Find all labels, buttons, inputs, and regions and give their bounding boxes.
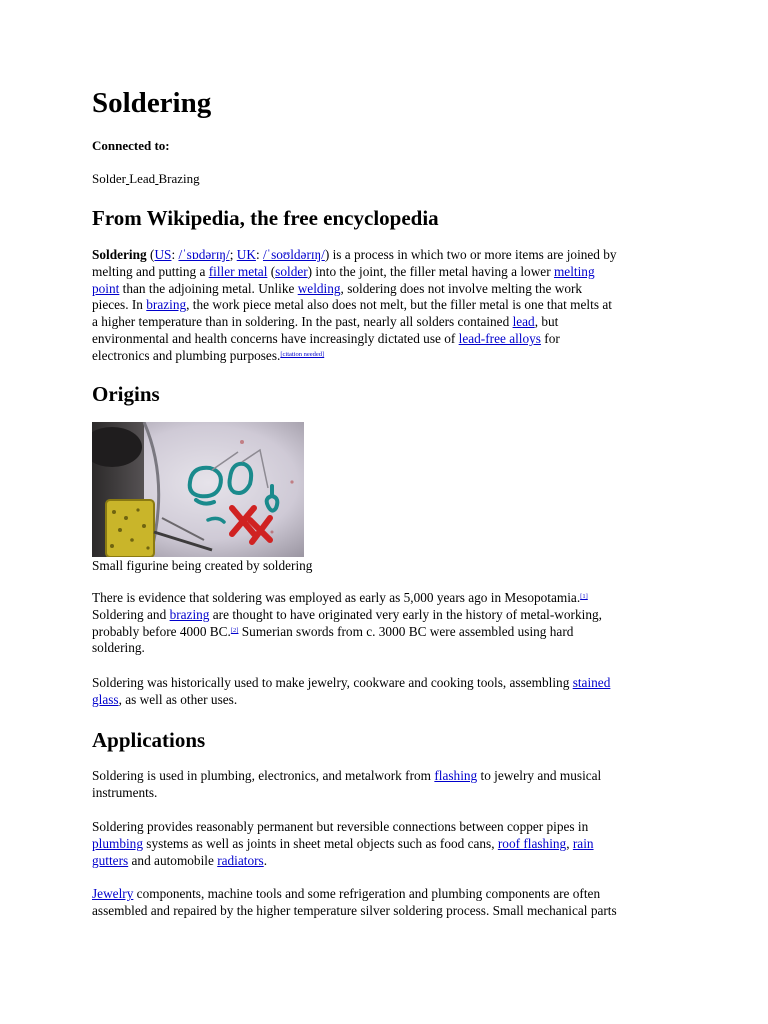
origins-paragraph-1: [92, 590, 712, 657]
applications-text: ,: [566, 835, 573, 851]
lead-link[interactable]: lead: [512, 314, 535, 330]
ref-1-link[interactable]: [1]: [580, 593, 588, 600]
flashing-link[interactable]: flashing: [434, 768, 478, 783]
applications-text: Soldering is used in plumbing, electronics, and metalwork from: [92, 768, 435, 783]
roof-flashing-link[interactable]: roof flashing: [497, 835, 567, 851]
origins-text: There is evidence that soldering was employed as early as 5,000 years ago in Mesopotamia.: [92, 590, 581, 605]
melting-point-link-cont[interactable]: point: [92, 280, 120, 296]
welding-link[interactable]: welding: [297, 280, 341, 296]
ref-2-link[interactable]: [2]: [230, 626, 239, 634]
applications-paragraph-2: [92, 819, 712, 869]
applications-text: assembled and repaired by the higher temperature silver soldering process. Small mechanical parts: [92, 902, 617, 918]
applications-text: to jewelry and musical: [477, 768, 602, 783]
lead-free-alloys-link[interactable]: lead-free alloys: [458, 330, 541, 346]
connected-heading: Connected to:: [92, 138, 170, 153]
intro-text: a higher temperature than in soldering. In the past, nearly all solders contained: [92, 314, 513, 330]
applications-heading: Applications: [92, 728, 206, 752]
connected-item-lead[interactable]: Lead: [129, 171, 156, 186]
intro-paragraph: Soldering (US: /ˈsɒdərɪŋ/; UK: /ˈsoʊldərɪŋ/) is a process in which two or more items are joined by melting and putting a filler metal (solder) into the joint, the filler metal having a lower melting point than the adjoining metal. Unlike welding, soldering does not involve melting the work pieces. In brazing, the work piece metal also does not melt, but the filler metal is one that melts at a higher temperature than in soldering. In the past, nearly all solders contained lead, but environmental and health concerns have increasingly dictated use of lead-free alloys for electronics and plumbing purposes.[citation needed]: [92, 247, 617, 363]
origins-paragraph-2: [92, 675, 712, 709]
origins-text: soldering.: [92, 640, 145, 656]
intro-text: , soldering does not involve melting the work: [340, 280, 583, 296]
brazing-link[interactable]: brazing: [146, 297, 187, 313]
origins-text: are thought to have originated very early in the history of metal-working,: [209, 606, 602, 622]
applications-text: and automobile: [128, 852, 218, 868]
connected-item-brazing[interactable]: Brazing: [158, 171, 200, 186]
intro-text: , but: [534, 314, 559, 330]
stained-glass-link[interactable]: stained: [572, 675, 611, 690]
intro-text: electronics and plumbing purposes.: [92, 347, 281, 363]
uk-ipa-link[interactable]: /ˈsoʊldərɪŋ/: [262, 247, 325, 262]
jewelry-link[interactable]: Jewelry: [92, 886, 134, 901]
intro-text: , the work piece metal also does not melt, but the filler metal is one that melts at: [186, 297, 612, 313]
rain-gutters-link[interactable]: rain: [572, 835, 594, 851]
intro-text: for: [540, 330, 560, 346]
connected-links: [92, 170, 200, 187]
figurine-image: [92, 422, 304, 557]
origins-text: Soldering was historically used to make jewelry, cookware and cooking tools, assembling: [92, 675, 573, 690]
intro-text: ) into the joint, the filler metal having a lower: [307, 263, 554, 279]
intro-text: environmental and health concerns have increasingly dictated use of: [92, 330, 459, 346]
connected-item-solder[interactable]: Solder: [92, 171, 126, 186]
origins-text: probably before 4000 BC.: [92, 623, 231, 639]
brazing-link-2[interactable]: brazing: [169, 606, 210, 622]
uk-link[interactable]: UK: [236, 247, 256, 262]
applications-text: instruments.: [92, 784, 158, 800]
page-title: Soldering: [92, 87, 212, 119]
stained-glass-link-cont[interactable]: glass: [92, 691, 119, 707]
applications-text: Soldering provides reasonably permanent but reversible connections between copper pipes in: [92, 819, 589, 834]
applications-paragraph-1: [92, 768, 712, 802]
radiators-link[interactable]: radiators: [217, 852, 264, 868]
intro-text: pieces. In: [92, 297, 147, 313]
us-ipa-link[interactable]: /ˈsɒdərɪŋ/: [178, 247, 230, 262]
us-link[interactable]: US: [154, 247, 172, 262]
figure-caption: Small figurine being created by soldering: [92, 558, 313, 573]
origins-text: Soldering and: [92, 606, 170, 622]
plumbing-link[interactable]: plumbing: [92, 835, 143, 851]
origins-heading: Origins: [92, 382, 160, 406]
filler-metal-link[interactable]: filler metal: [208, 263, 268, 279]
intro-text: ) is a process in which two or more items are joined by: [324, 247, 617, 262]
applications-text: .: [263, 852, 268, 868]
origins-text: , as well as other uses.: [118, 691, 238, 707]
applications-text: components, machine tools and some refrigeration and plumbing components are often: [133, 886, 601, 901]
intro-text: melting and putting a: [92, 263, 209, 279]
applications-paragraph-3: [92, 886, 712, 920]
origins-text: Sumerian swords from c. 3000 BC were assembled using hard: [238, 623, 574, 639]
intro-term: Soldering: [92, 247, 147, 262]
intro-text: than the adjoining metal. Unlike: [119, 280, 298, 296]
rain-gutters-link-cont[interactable]: gutters: [92, 852, 129, 868]
citation-needed-link[interactable]: [citation needed]: [280, 350, 325, 358]
wiki-heading: From Wikipedia, the free encyclopedia: [92, 206, 439, 230]
figurine-photo: [92, 422, 304, 557]
applications-text: systems as well as joints in sheet metal objects such as food cans,: [142, 835, 498, 851]
melting-point-link[interactable]: melting: [553, 263, 595, 279]
solder-link[interactable]: solder: [275, 263, 308, 279]
